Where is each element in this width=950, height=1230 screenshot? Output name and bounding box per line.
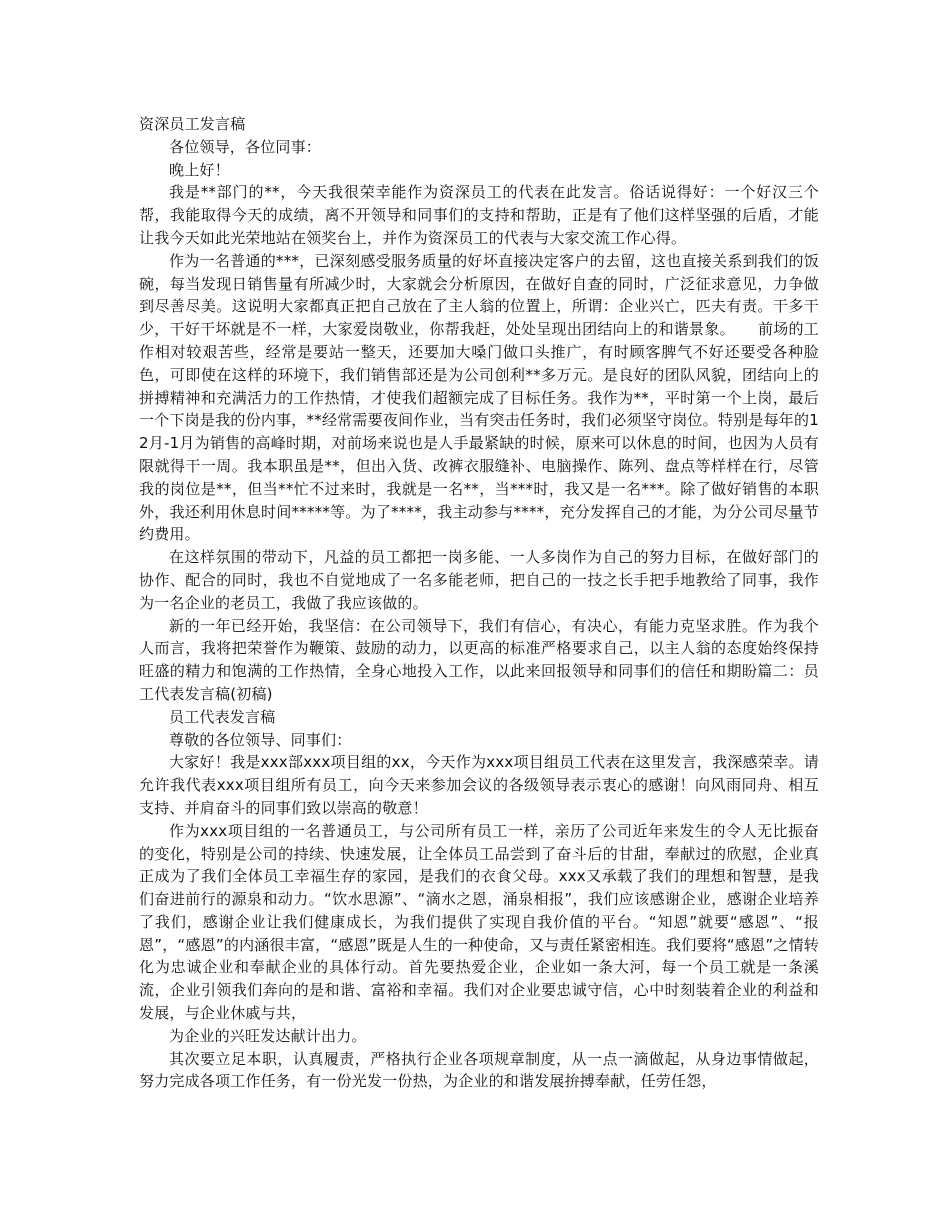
- paragraph-salutation: 尊敬的各位领导、同事们：: [169, 730, 352, 749]
- paragraph-service-quality: 作为一名普通的***，已深刻感受服务质量的好坏直接决定客户的去留，这也直接关系到我们的饭碗，每当发现日销售量有所减少时，大家就会分析原因，在做好自查的同时，广泛征求意见，力争做到尽善尽美。这说明大家都真正把自己放在了主人翁的位置上，所谓：企业兴亡，匹夫有责。干多干少，干好干坏就是不一样，大家爱岗敬业，你帮我赶，处处呈现出团结向上的和谐景象。 前场的工作相对较艰苦些，经常是要站一整天，还要加大嗓门做口头推广，有时顾客脾气不好还要受各种脸色，可即使在这样的环境下，我们销售部还是为公司创利**多万元。是良好的团队风貌，团结向上的拼搏精神和充满活力的工作热情，才使我们超额完成了目标任务。我作为**，平时第一个上岗，最后一个下岗是我的份内事，**经常需要夜间作业，当有突击任务时，我们必须坚守岗位。特别是每年的12月-1月为销售的高峰时期，对前场来说也是人手最紧缺的时候，原来可以休息的时间，也因为人员有限就得干一周。我本职虽是**，但出入货、改裤衣服缝补、电脑操作、陈列、盘点等样样在行，尽管我的岗位是**，但当**忙不过来时，我就是一名**，当***时，我又是一名***。除了做好销售的本职外，我还利用休息时间*****等。为了****，我主动参与****，充分发挥自己的才能，为分公司尽量节约费用。: [139, 251, 819, 544]
- document-title: 资深员工发言稿: [139, 115, 246, 133]
- paragraph-contribution: 为企业的兴旺发达献计出力。: [169, 1026, 367, 1045]
- paragraph-new-year: 新的一年已经开始，我坚信：在公司领导下，我们有信心，有决心，有能力克坚求胜。作为我个人而言，我将把荣誉作为鞭策、鼓励的动力，以更高的标准严格要求自己，以主人翁的态度始终保持旺盛的精力和饱满的工作热情，全身心地投入工作，以此来回报领导和同事们的信任和期盼篇二：员工代表发言稿(初稿): [139, 616, 819, 703]
- paragraph-duty: 其次要立足本职，认真履责，严格执行企业各项规章制度，从一点一滴做起，从身边事情做起，努力完成各项工作任务，有一份光发一份热，为企业的和谐发展拚搏奉献，任劳任怨，: [139, 1049, 819, 1091]
- paragraph-hello: 大家好！我是xxx部xxx项目组的xx，今天作为xxx项目组员工代表在这里发言，我深感荣幸。请允许我代表xxx项目组所有员工，向今天来参加会议的各级领导表示衷心的感谢！向风雨同舟、相互支持、并肩奋斗的同事们致以崇高的敬意！: [139, 753, 819, 817]
- paragraph-good-evening: 晚上好！: [169, 160, 230, 179]
- paragraph-gratitude: 作为xxx项目组的一名普通员工，与公司所有员工一样，亲历了公司近年来发生的令人无比振奋的变化，特别是公司的持续、快速发展，让全体员工品尝到了奋斗后的甘甜，奉献过的欣慰，企业真正成为了我们全体员工幸福生存的家园，是我们的衣食父母。xxx又承载了我们的理想和智慧，是我们奋进前行的源泉和动力。“饮水思源”、“滴水之恩，涌泉相报”，我们应该感谢企业，感谢企业培养了我们，感谢企业让我们健康成长，为我们提供了实现自我价值的平台。“知恩”就要“感恩”、“报恩”，“感恩”的内涵很丰富，“感恩”既是人生的一种使命，又与责任紧密相连。我们要将“感恩”之情转化为忠诚企业和奉献企业的具体行动。首先要热爱企业，企业如一条大河，每一个员工就是一条溪流，企业引领我们奔向的是和谐、富裕和幸福。我们对企业要忠诚守信，心中时刻装着企业的利益和发展，与企业休戚与共，: [139, 821, 819, 1023]
- paragraph-greeting: 各位领导，各位同事：: [169, 137, 322, 156]
- paragraph-introduction: 我是**部门的**，今天我很荣幸能作为资深员工的代表在此发言。俗话说得好：一个好汉三个帮，我能取得今天的成绩，离不开领导和同事们的支持和帮助，正是有了他们这样坚强的后盾，才能让我今天如此光荣地站在领奖台上，并作为资深员工的代表与大家交流工作心得。: [139, 183, 819, 247]
- document-page: [139, 113, 819, 1093]
- section-title-employee-speech: 员工代表发言稿: [169, 707, 276, 726]
- paragraph-team-atmosphere: 在这样氛围的带动下，凡益的员工都把一岗多能、一人多岗作为自己的努力目标，在做好部门的协作、配合的同时，我也不自觉地成了一名多能老师，把自己的一技之长手把手地教给了同事，我作为一名企业的老员工，我做了我应该做的。: [139, 548, 819, 612]
